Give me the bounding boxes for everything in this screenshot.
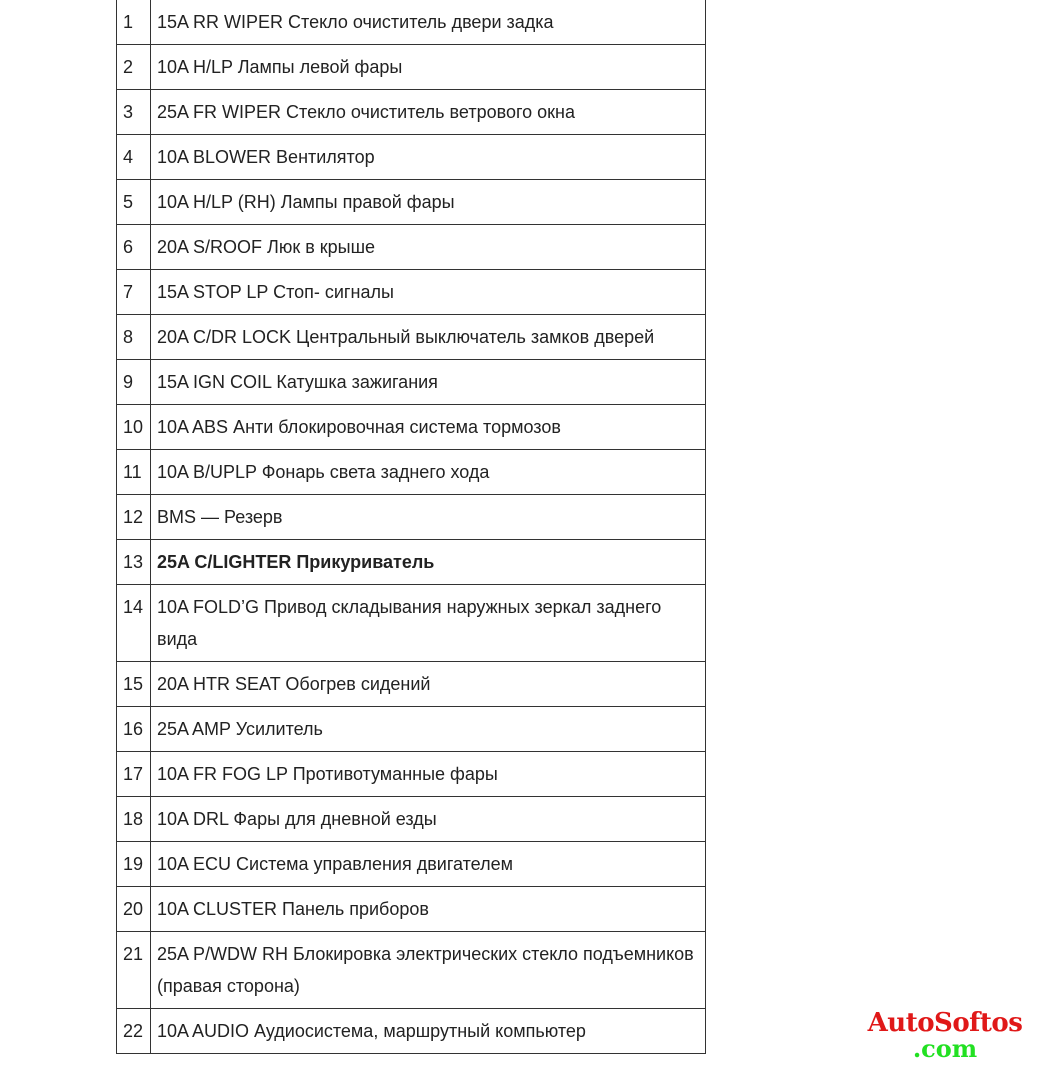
fuse-description: 10A ECU Система управления двигателем [151, 842, 706, 887]
fuse-number: 22 [117, 1009, 151, 1054]
watermark-logo [852, 1010, 1038, 1062]
fuse-number: 10 [117, 405, 151, 450]
fuse-number: 6 [117, 225, 151, 270]
fuse-description: 10A FR FOG LP Противотуманные фары [151, 752, 706, 797]
fuse-number: 19 [117, 842, 151, 887]
fuse-number: 3 [117, 90, 151, 135]
table-row [117, 360, 706, 405]
table-row [117, 752, 706, 797]
table-row [117, 842, 706, 887]
table-row [117, 932, 706, 1009]
table-row [117, 495, 706, 540]
fuse-description: 25A C/LIGHTER Прикуриватель [151, 540, 706, 585]
fuse-number: 7 [117, 270, 151, 315]
fuse-number: 8 [117, 315, 151, 360]
fuse-description: 10A BLOWER Вентилятор [151, 135, 706, 180]
fuse-description: 20A S/ROOF Люк в крыше [151, 225, 706, 270]
fuse-number: 4 [117, 135, 151, 180]
fuse-number: 16 [117, 707, 151, 752]
watermark-line1: AutoSoftos [867, 1008, 1023, 1038]
watermark-line2: .com [912, 1034, 978, 1063]
table-row [117, 1009, 706, 1054]
fuse-description: BMS — Резерв [151, 495, 706, 540]
table-row [117, 135, 706, 180]
fuse-description: 10A H/LP Лампы левой фары [151, 45, 706, 90]
fuse-description: 15A RR WIPER Стекло очиститель двери задка [151, 0, 706, 45]
fuse-number: 11 [117, 450, 151, 495]
table-row [117, 0, 706, 45]
fuse-description: 20A C/DR LOCK Центральный выключатель замков дверей [151, 315, 706, 360]
fuse-description: 10A CLUSTER Панель приборов [151, 887, 706, 932]
table-row [117, 270, 706, 315]
fuse-description: 10A H/LP (RH) Лампы правой фары [151, 180, 706, 225]
table-row [117, 887, 706, 932]
table-row [117, 225, 706, 270]
table-row [117, 90, 706, 135]
fuse-number: 18 [117, 797, 151, 842]
fuse-description: 25A FR WIPER Стекло очиститель ветрового окна [151, 90, 706, 135]
table-row [117, 585, 706, 662]
fuse-number: 21 [117, 932, 151, 1009]
table-row [117, 707, 706, 752]
fuse-description: 10A DRL Фары для дневной езды [151, 797, 706, 842]
fuse-number: 17 [117, 752, 151, 797]
fuse-description: 25A AMP Усилитель [151, 707, 706, 752]
fuse-description: 10A AUDIO Аудиосистема, маршрутный компьютер [151, 1009, 706, 1054]
fuse-description: 15A IGN COIL Катушка зажигания [151, 360, 706, 405]
fuse-table [116, 0, 706, 1054]
fuse-number: 20 [117, 887, 151, 932]
fuse-number: 15 [117, 662, 151, 707]
fuse-number: 12 [117, 495, 151, 540]
fuse-description: 10A FOLD’G Привод складывания наружных зеркал заднего вида [151, 585, 706, 662]
fuse-number: 5 [117, 180, 151, 225]
table-row [117, 450, 706, 495]
table-row [117, 540, 706, 585]
fuse-number: 9 [117, 360, 151, 405]
fuse-number: 2 [117, 45, 151, 90]
table-row [117, 662, 706, 707]
fuse-description: 20A HTR SEAT Обогрев сидений [151, 662, 706, 707]
fuse-description: 25A P/WDW RH Блокировка электрических стекло подъемников (правая сторона) [151, 932, 706, 1009]
table-row [117, 180, 706, 225]
table-row [117, 45, 706, 90]
fuse-number: 14 [117, 585, 151, 662]
fuse-description: 10A ABS Анти блокировочная система тормозов [151, 405, 706, 450]
table-row [117, 315, 706, 360]
table-row [117, 405, 706, 450]
fuse-number: 13 [117, 540, 151, 585]
fuse-description: 15A STOP LP Стоп- сигналы [151, 270, 706, 315]
fuse-description: 10A B/UPLP Фонарь света заднего хода [151, 450, 706, 495]
table-row [117, 797, 706, 842]
fuse-number: 1 [117, 0, 151, 45]
